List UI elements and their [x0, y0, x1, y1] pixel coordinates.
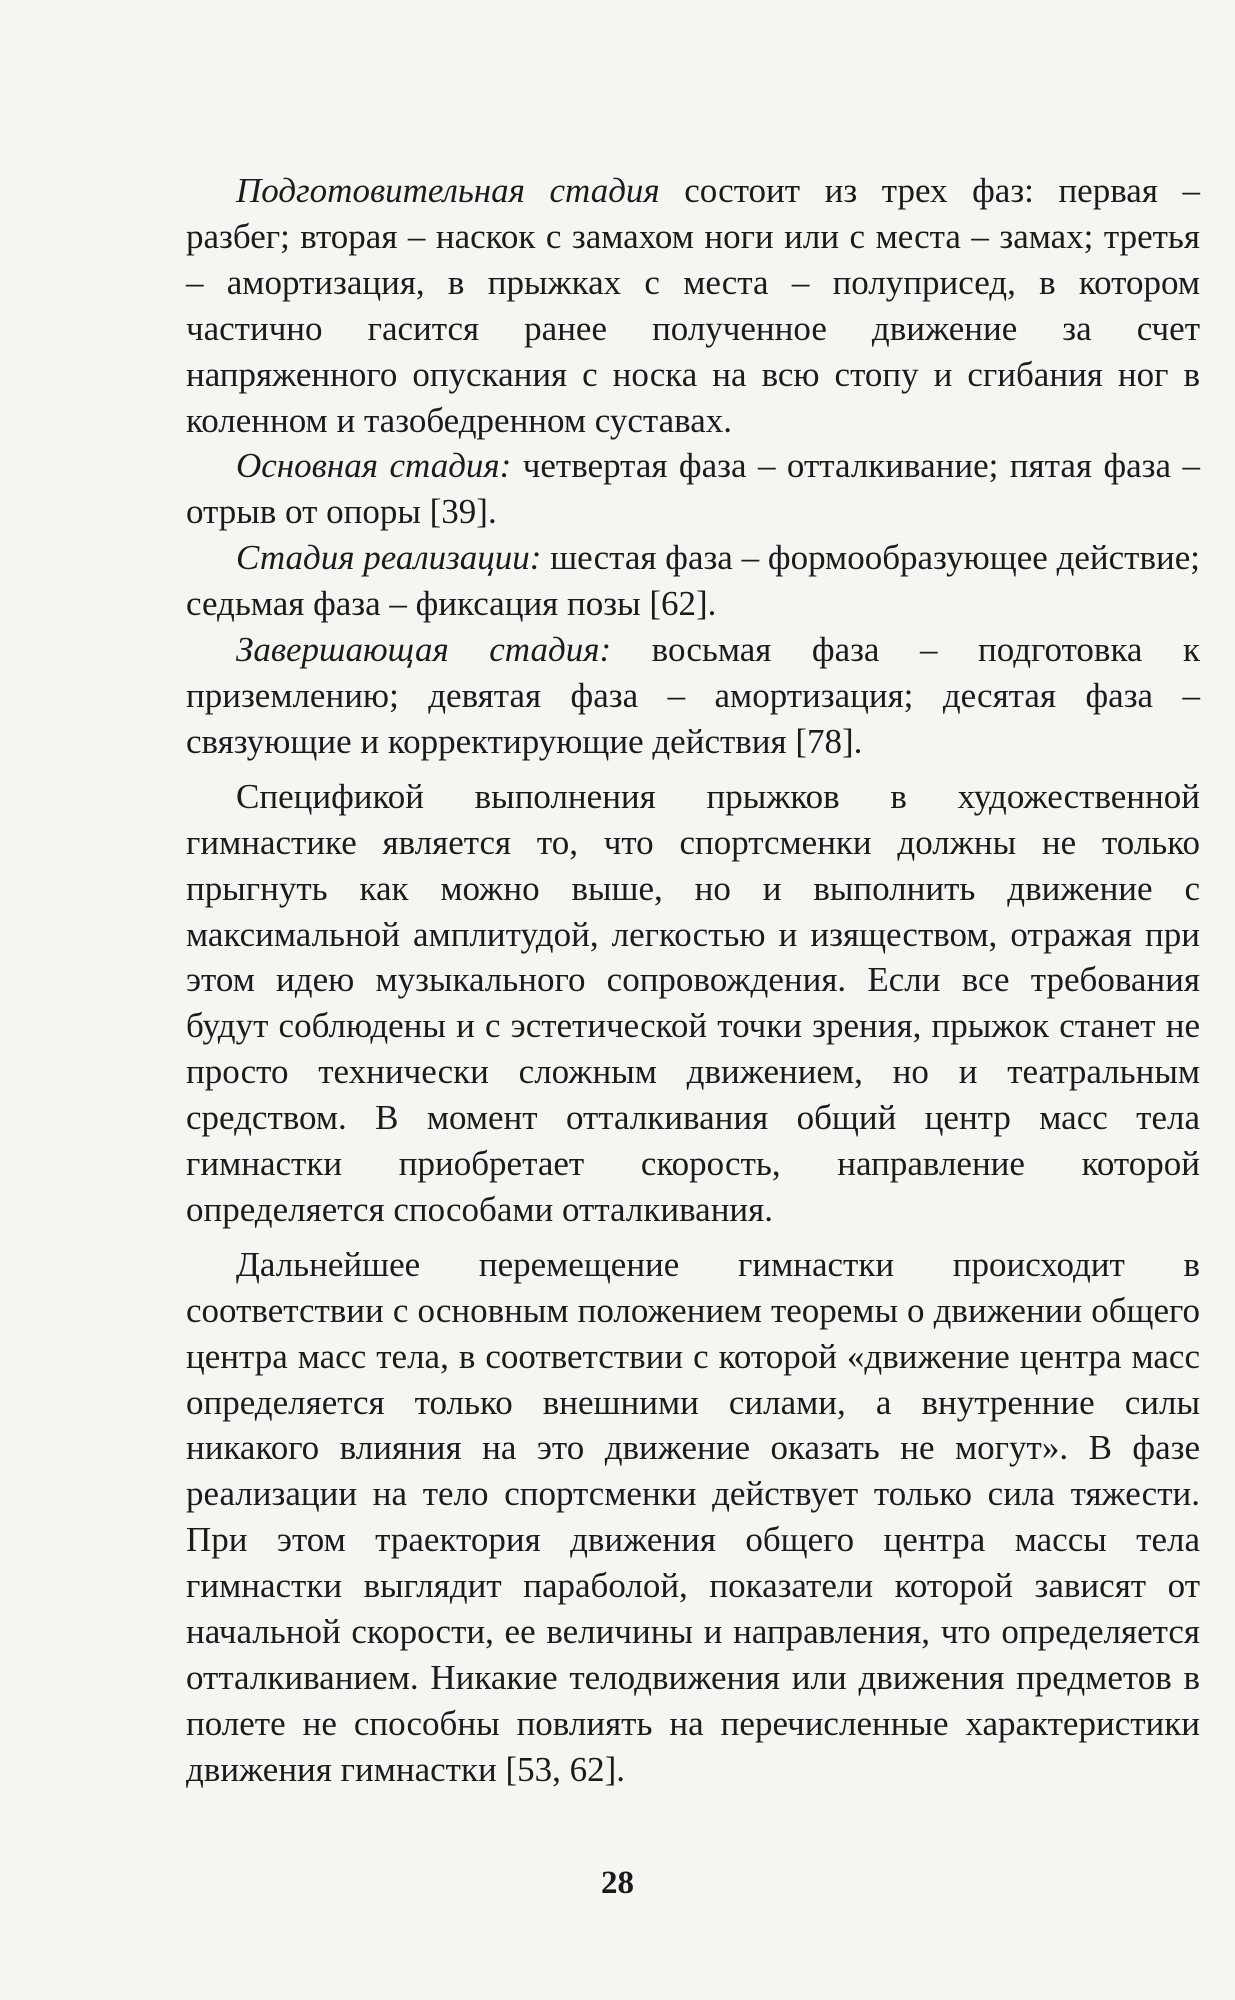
page-number: 28 [601, 1865, 634, 1901]
paragraph-main-stage [186, 443, 1200, 535]
term-preparatory-stage: Подготовительная стадия [236, 171, 660, 210]
paragraph-text: состоит из трех фаз: первая – разбег; вторая – наскок с замахом ноги или с места – замах; третья – амортизация, в прыжках с места – полуприсед, в котором частично гасится ранее полученное движение за счет напряженного опускания с носка на всю стопу и сгибания ног в коленном и тазобедренном суставах. [186, 171, 1200, 440]
paragraph-center-of-mass [186, 1242, 1200, 1793]
paragraph-jump-specifics [186, 774, 1200, 1233]
paragraph-text: четвертая фаза – отталкивание; пятая фаза – отрыв от опоры [39]. [186, 446, 1200, 532]
paragraph-text: Спецификой выполнения прыжков в художественной гимнастике является то, что спортсменки должны не только прыгнуть как можно выше, но и выполнить движение с максимальной амплитудой, легкостью и изяществом, отражая при этом идею музыкального сопровождения. Если все требования будут соблюдены и с эстетической точки зрения, прыжок станет не просто технически сложным движением, но и театральным средством. В момент отталкивания общий центр масс тела гимнастки приобретает скорость, направление которой определяется способами отталкивания. [186, 776, 1200, 1229]
body-text [186, 168, 1200, 1793]
paragraph-text: восьмая фаза – подготовка к приземлению; девятая фаза – амортизация; десятая фаза – связующие и корректирующие действия [78]. [186, 630, 1200, 761]
term-main-stage: Основная стадия: [236, 446, 512, 486]
paragraph-final-stage [186, 627, 1200, 765]
term-realization-stage: Стадия реализации: [236, 538, 542, 578]
paragraph-realization-stage [186, 535, 1200, 627]
paragraph-text: шестая фаза – формообразующее действие; седьмая фаза – фиксация позы [62]. [186, 538, 1200, 624]
term-final-stage: Завершающая стадия: [236, 630, 612, 670]
paragraph-preparatory-stage [186, 168, 1200, 443]
paragraph-text: Дальнейшее перемещение гимнастки происходит в соответствии с основным положением теоремы о движении общего центра масс тела, в соответствии с которой «движение центра масс определяется только внешними силами, а внутренние силы никакого влияния на это движение оказать не могут». В фазе реализации на тело спортсменки действует только сила тяжести. При этом траектория движения общего центра массы тела гимнастки выглядит параболой, показатели которой зависят от начальной скорости, ее величины и направления, что определяется отталкиванием. Никакие телодвижения или движения предметов в полете не способны повлиять на перечисленные характеристики движения гимнастки [53, 62]. [186, 1244, 1200, 1789]
